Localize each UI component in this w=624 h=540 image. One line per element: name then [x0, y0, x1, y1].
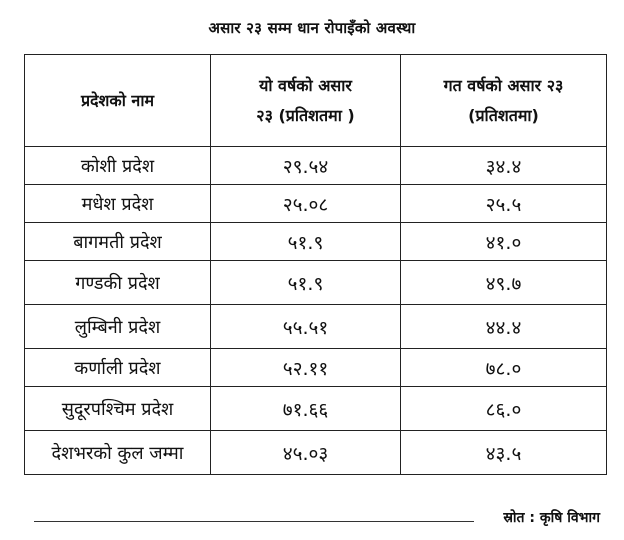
header-last-year-line2: (प्रतिशतमा)	[468, 105, 539, 125]
table-row	[25, 223, 607, 261]
province-cell: बागमती प्रदेश	[25, 223, 211, 261]
header-province	[25, 55, 211, 147]
source-divider-line	[34, 521, 474, 522]
table-row	[25, 147, 607, 185]
this-year-cell: ५१.९	[211, 223, 401, 261]
table-row	[25, 305, 607, 349]
last-year-cell: ४१.०	[401, 223, 607, 261]
last-year-cell: ४४.४	[401, 305, 607, 349]
header-last-year	[401, 55, 607, 147]
last-year-cell: ४३.५	[401, 431, 607, 475]
this-year-cell: २९.५४	[211, 147, 401, 185]
last-year-cell: ८६.०	[401, 387, 607, 431]
this-year-cell: ५१.९	[211, 261, 401, 305]
province-cell: लुम्बिनी प्रदेश	[25, 305, 211, 349]
province-cell: कोशी प्रदेश	[25, 147, 211, 185]
source-note: स्रोत : कृषि विभाग	[503, 510, 600, 526]
header-this-year-line2: २३ (प्रतिशतमा )	[256, 105, 355, 125]
last-year-cell: ७८.०	[401, 349, 607, 387]
header-province-label: प्रदेशको नाम	[80, 90, 155, 110]
table-row	[25, 185, 607, 223]
this-year-cell: ७१.६६	[211, 387, 401, 431]
this-year-cell: ५२.११	[211, 349, 401, 387]
table-header-row	[25, 55, 607, 147]
this-year-cell: ४५.०३	[211, 431, 401, 475]
province-cell: गण्डकी प्रदेश	[25, 261, 211, 305]
header-this-year	[211, 55, 401, 147]
table-row	[25, 261, 607, 305]
last-year-cell: २५.५	[401, 185, 607, 223]
province-cell: देशभरको कुल जम्मा	[25, 431, 211, 475]
province-cell: मधेश प्रदेश	[25, 185, 211, 223]
table-row-total	[25, 431, 607, 475]
last-year-cell: ३४.४	[401, 147, 607, 185]
this-year-cell: ५५.५१	[211, 305, 401, 349]
table-row	[25, 387, 607, 431]
last-year-cell: ४९.७	[401, 261, 607, 305]
header-this-year-line1: यो वर्षको असार	[259, 75, 352, 95]
header-last-year-line1: गत वर्षको असार २३	[443, 75, 564, 95]
document-title: असार २३ सम्म धान रोपाइँको अवस्था	[208, 19, 416, 37]
province-cell: सुदूरपश्चिम प्रदेश	[25, 387, 211, 431]
province-cell: कर्णाली प्रदेश	[25, 349, 211, 387]
rice-plantation-table	[24, 54, 607, 475]
this-year-cell: २५.०८	[211, 185, 401, 223]
table-row	[25, 349, 607, 387]
